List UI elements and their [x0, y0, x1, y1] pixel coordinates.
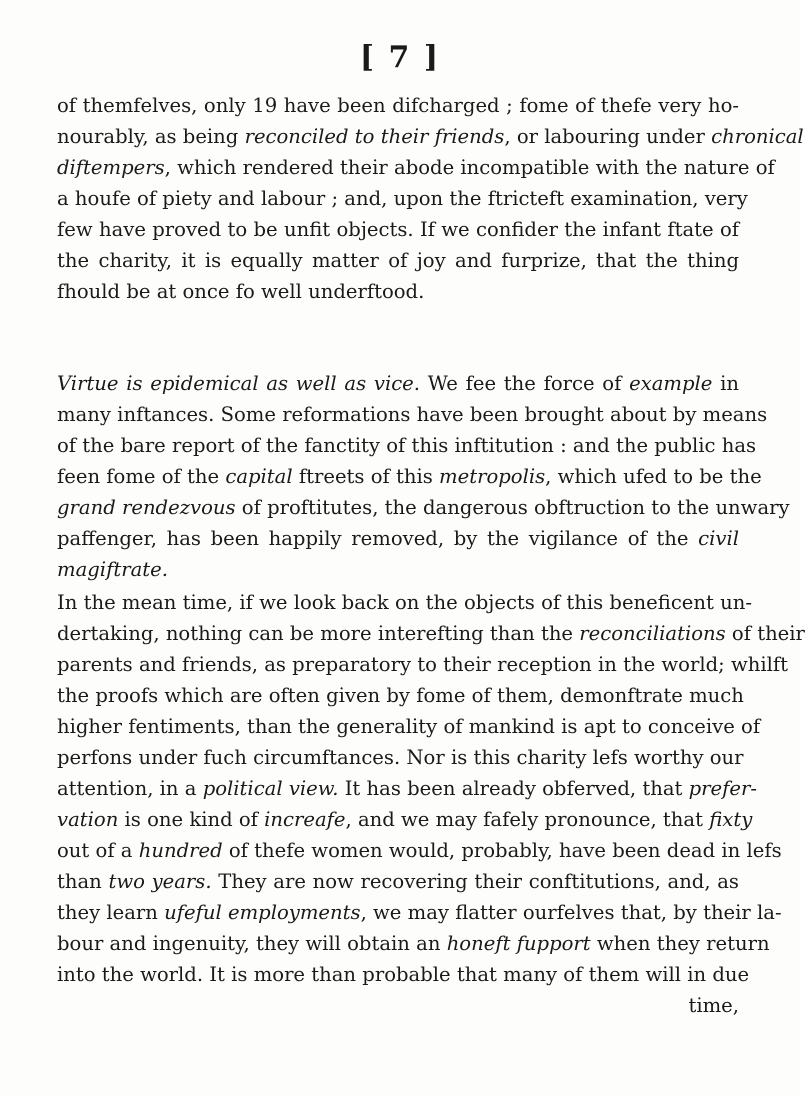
- text-line: [57, 368, 739, 399]
- italic-text: prefer-: [688, 777, 757, 800]
- text-run: feen fome of the: [57, 465, 226, 488]
- text-line: [57, 276, 739, 307]
- text-line: [57, 618, 805, 649]
- text-run: fhould be at once fo well underftood.: [57, 280, 425, 303]
- text-run: when they return: [590, 932, 770, 955]
- text-run: nourably, as being: [57, 125, 245, 148]
- text-line: [57, 835, 782, 866]
- text-run: of the bare report of the fanctity of this inftitution : and the public has: [57, 434, 757, 457]
- text-line: [57, 492, 790, 523]
- text-run: of proftitutes, the dangerous obftruction to the unwary: [235, 496, 790, 519]
- text-line: [57, 183, 748, 214]
- italic-text: chronical: [711, 125, 804, 148]
- text-line: [57, 804, 753, 835]
- text-line: [57, 554, 739, 585]
- italic-text: political view.: [202, 777, 339, 800]
- text-line: [57, 430, 757, 461]
- text-line: [57, 897, 782, 928]
- text-run: paffenger, has been happily removed, by the vigilance of the: [57, 527, 699, 550]
- text-line: [57, 649, 789, 680]
- text-line: [57, 587, 752, 618]
- italic-text: reconciled to their friends: [244, 125, 505, 148]
- text-run: parents and friends, as preparatory to their reception in the world; whilft: [57, 653, 789, 676]
- text-run: they learn: [57, 901, 165, 924]
- text-run: of thefe women would, probably, have been dead in lefs: [222, 839, 782, 862]
- text-line: [57, 742, 744, 773]
- text-line: [57, 214, 739, 245]
- paragraph-3: [57, 587, 805, 1021]
- italic-text: two years.: [108, 870, 212, 893]
- text-run: ftreets of this: [292, 465, 440, 488]
- text-run: out of a: [57, 839, 139, 862]
- text-line: [57, 461, 762, 492]
- text-run: , which ufed to be the: [545, 465, 762, 488]
- text-line: [57, 121, 804, 152]
- page-number: [ 7 ]: [359, 40, 441, 75]
- text-run: of their: [725, 622, 805, 645]
- text-line: [57, 866, 739, 897]
- text-run: in: [712, 372, 739, 395]
- italic-text: capital: [225, 465, 293, 488]
- text-run: , we may flatter ourfelves that, by their la-: [360, 901, 782, 924]
- text-run: perfons under fuch circumftances. Nor is this charity lefs worthy our: [57, 746, 744, 769]
- text-line: [57, 399, 768, 430]
- text-line: [57, 773, 757, 804]
- text-line: [57, 245, 739, 276]
- italic-text: honeft fupport: [446, 932, 591, 955]
- text-run: higher fentiments, than the generality of mankind is apt to conceive of: [57, 715, 761, 738]
- text-line: [57, 711, 761, 742]
- text-run: dertaking, nothing can be more interefting than the: [57, 622, 580, 645]
- paragraph-2: [57, 368, 790, 585]
- italic-text: reconciliations: [579, 622, 726, 645]
- text-run: of themfelves, only 19 have been difcharged ; fome of thefe very ho-: [57, 94, 739, 117]
- text-line: [57, 990, 739, 1021]
- italic-text: diftempers: [57, 156, 165, 179]
- italic-text: increafe: [264, 808, 346, 831]
- text-run: few have proved to be unfit objects. If we confider the infant ftate of: [57, 218, 739, 241]
- italic-text: Virtue is epidemical as well as vice.: [57, 372, 421, 395]
- text-run: time,: [688, 994, 739, 1017]
- italic-text: civil: [698, 527, 739, 550]
- text-run: , and we may fafely pronounce, that: [345, 808, 710, 831]
- text-run: the proofs which are often given by fome of them, demonftrate much: [57, 684, 744, 707]
- text-line: [57, 959, 750, 990]
- italic-text: hundred: [138, 839, 223, 862]
- italic-text: grand rendezvous: [57, 496, 236, 519]
- text-line: [57, 90, 739, 121]
- italic-text: magiftrate.: [57, 558, 168, 581]
- text-run: It has been already obferved, that: [338, 777, 689, 800]
- text-run: They are now recovering their conftitutions, and, as: [211, 870, 739, 893]
- text-run: , which rendered their abode incompatible with the nature of: [164, 156, 775, 179]
- text-line: [57, 928, 770, 959]
- text-run: a houfe of piety and labour ; and, upon the ftricteft examination, very: [57, 187, 748, 210]
- italic-text: ufeful employments: [164, 901, 361, 924]
- text-run: into the world. It is more than probable that many of them will in due: [57, 963, 750, 986]
- text-run: , or labouring under: [504, 125, 712, 148]
- text-run: many inftances. Some reformations have been brought about by means: [57, 403, 768, 426]
- text-line: [57, 152, 775, 183]
- italic-text: fixty: [709, 808, 753, 831]
- text-run: is one kind of: [118, 808, 265, 831]
- text-run: bour and ingenuity, they will obtain an: [57, 932, 447, 955]
- text-run: attention, in a: [57, 777, 203, 800]
- text-line: [57, 523, 739, 554]
- italic-text: vation: [57, 808, 119, 831]
- text-run: the charity, it is equally matter of joy and furprize, that the thing: [57, 249, 739, 272]
- italic-text: example: [629, 372, 713, 395]
- text-run: We fee the force of: [420, 372, 630, 395]
- text-run: than: [57, 870, 109, 893]
- text-line: [57, 680, 744, 711]
- text-run: In the mean time, if we look back on the objects of this beneficent un-: [57, 591, 752, 614]
- italic-text: metropolis: [439, 465, 546, 488]
- paragraph-1: [57, 90, 804, 307]
